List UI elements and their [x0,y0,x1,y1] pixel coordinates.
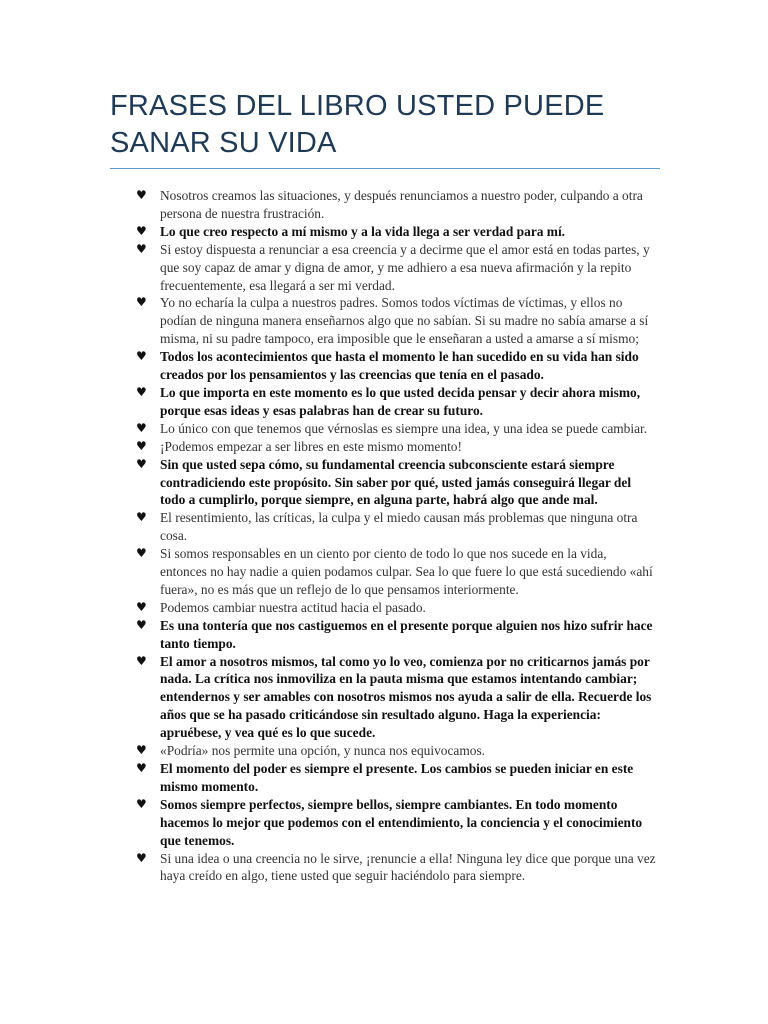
list-item [136,294,656,348]
phrase-text: Lo que creo respecto a mí mismo y a la vida llega a ser verdad para mí. [160,223,566,239]
heart-bullet-icon: ♥ [136,188,147,202]
list-item [136,438,656,456]
heart-bullet-icon: ♥ [136,349,147,364]
heart-bullet-icon: ♥ [136,456,147,471]
list-item [136,187,656,223]
heart-bullet-icon: ♥ [136,761,147,775]
list-item [136,241,656,295]
phrase-text: Todos los acontecimientos que hasta el momento le han sucedido en su vida han sido creados por los pensamientos y las creencias que tenía en el pasado. [160,349,639,383]
phrase-text: Sin que usted sepa cómo, su fundamental creencia subconsciente estará siempre contradiciendo este propósito. Sin saber por qué, usted jamás conseguirá llegar del todo a cumplirlo, porque siempre, en alguna parte, habrá algo que ande mal. [160,456,632,508]
phrase-list [136,187,656,885]
heart-bullet-icon: ♥ [136,850,147,865]
heart-bullet-icon: ♥ [136,796,147,811]
list-item [136,760,656,796]
phrase-text: «Podría» nos permite una opción, y nunca nos equivocamos. [160,743,486,759]
heart-bullet-icon: ♥ [136,223,147,238]
page-title: FRASES DEL LIBRO USTED PUEDE SANAR SU VIDA [110,90,605,159]
phrase-text: Es una tontería que nos castiguemos en el presente porque alguien nos hizo sufrir hace tanto tiempo. [160,617,653,651]
phrase-text: Yo no echaría la culpa a nuestros padres. Somos todos víctimas de víctimas, y ellos no podían de ninguna manera enseñarnos algo que no sabían. Si su madre no sabía amarse a sí misma, ni su padre tampoco, era imposible que le enseñaran a usted a amarse a sí mismo; [160,295,649,347]
list-item [136,617,656,653]
list-item [136,850,656,886]
heart-bullet-icon: ♥ [136,295,147,310]
heart-bullet-icon: ♥ [136,546,147,561]
phrase-text: Somos siempre perfectos, siempre bellos, siempre cambiantes. En todo momento hacemos lo mejor que podemos con el entendimiento, la conciencia y el conocimiento que tenemos. [160,796,643,848]
heart-bullet-icon: ♥ [136,420,147,435]
heart-bullet-icon: ♥ [136,510,147,525]
phrase-text: Si somos responsables en un ciento por ciento de todo lo que nos sucede en la vida, entonces no hay nadie a quien podamos culpar. Sea lo que fuere lo que está sucediendo «ahí fuera», no es más que un reflejo de lo que pensamos interiormente. [160,546,653,597]
heart-bullet-icon: ♥ [136,617,147,632]
heart-bullet-icon: ♥ [136,241,147,256]
phrase-text: Nosotros creamos las situaciones, y después renunciamos a nuestro poder, culpando a otra persona de nuestra frustración. [160,188,643,221]
phrase-text: Si una idea o una creencia no le sirve, ¡renuncie a ella! Ninguna ley dice que porque una vez haya creído en algo, tiene usted que seguir haciéndolo para siempre. [160,850,656,884]
phrase-text: El momento del poder es siempre el presente. Los cambios se pueden iniciar en este mismo momento. [160,761,634,794]
list-item [136,348,656,384]
phrase-text: El resentimiento, las críticas, la culpa y el miedo causan más problemas que ninguna otra cosa. [160,510,638,544]
title-divider [110,168,660,169]
list-item [136,456,656,510]
list-item [136,796,656,850]
list-item [136,223,656,241]
list-item [136,420,656,438]
list-item [136,509,656,545]
heart-bullet-icon: ♥ [136,438,147,453]
heart-bullet-icon: ♥ [136,743,147,758]
heart-bullet-icon: ♥ [136,384,147,399]
heart-bullet-icon: ♥ [136,653,147,668]
list-item [136,742,656,760]
heart-bullet-icon: ♥ [136,599,147,614]
phrase-text: El amor a nosotros mismos, tal como yo lo veo, comienza por no criticarnos jamás por nada. La crítica nos inmoviliza en la pauta misma que estamos intentando cambiar; entendernos y ser amables con nosotros mismos nos ayuda a salir de ella. Recuerde los años que se ha pasado criticándose sin resultado alguno. Haga la experiencia: apruébese, y vea qué es lo que sucede. [160,653,652,741]
list-item [136,653,656,743]
phrase-text: Si estoy dispuesta a renunciar a esa creencia y a decirme que el amor está en todas partes, y que soy capaz de amar y digna de amor, y me adhiero a esa nueva afirmación y la repito frecuentemente, esa llegará a ser mi verdad. [160,241,650,293]
list-item [136,599,656,617]
phrase-text: ¡Podemos empezar a ser libres en este mismo momento! [160,438,462,454]
phrase-text: Lo que importa en este momento es lo que usted decida pensar y decir ahora mismo, porque esas ideas y esas palabras han de crear su futuro. [160,384,641,418]
list-item [136,545,656,599]
phrase-text: Lo único con que tenemos que vérnoslas es siempre una idea, y una idea se puede cambiar. [160,420,648,436]
phrase-text: Podemos cambiar nuestra actitud hacia el pasado. [160,599,426,615]
list-item [136,384,656,420]
